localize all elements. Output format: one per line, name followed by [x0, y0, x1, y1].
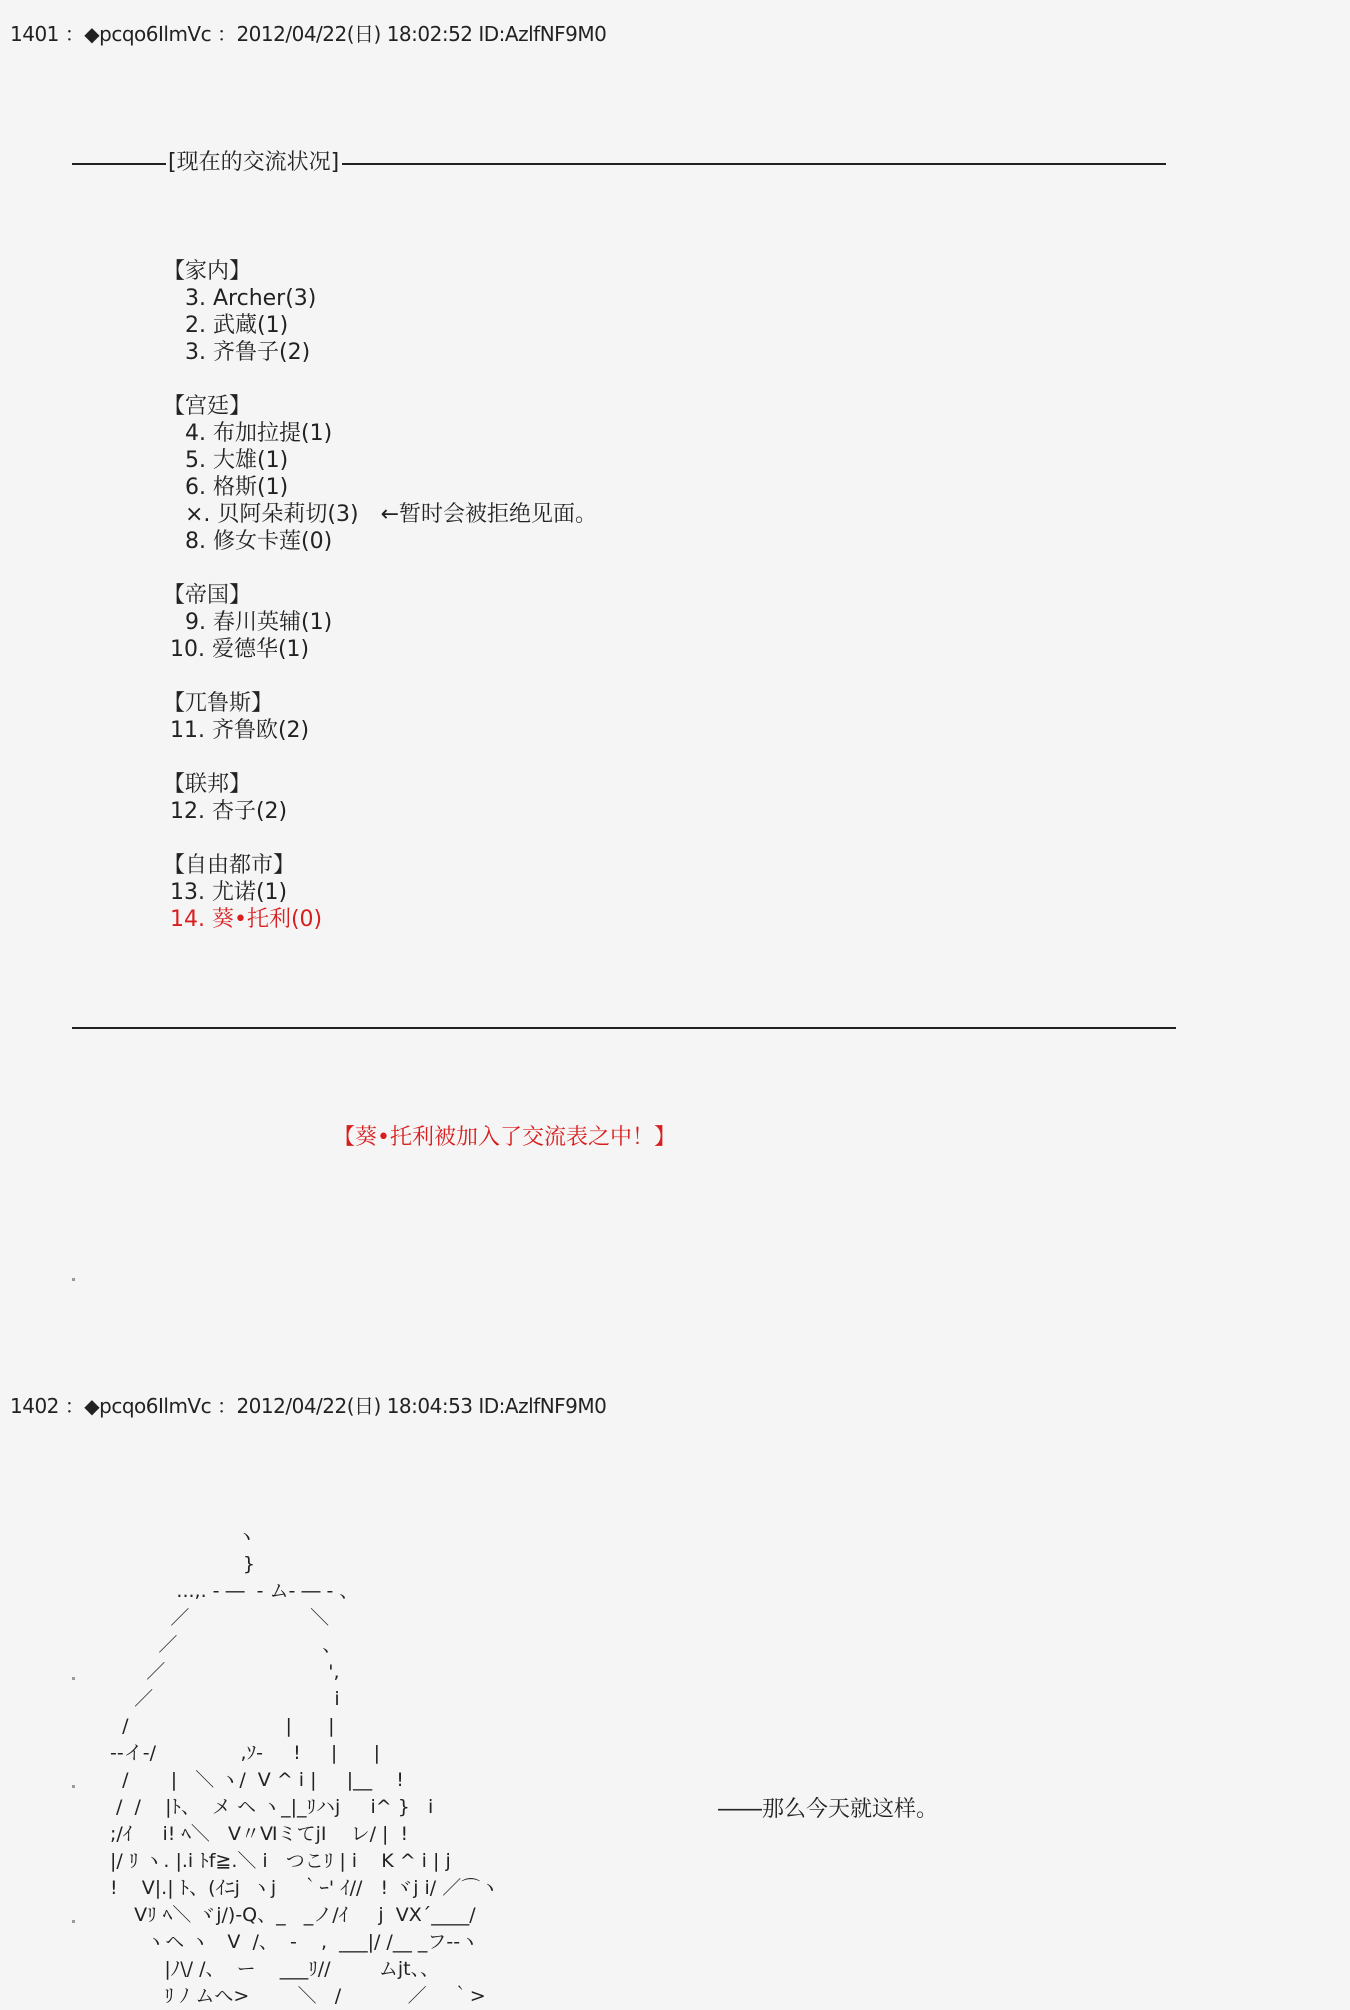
list-item: 6. 格斯(1)	[163, 475, 289, 500]
list-item: 9. 春川英辅(1)	[163, 610, 333, 635]
group-court	[163, 393, 597, 555]
list-item: 4. 布加拉提(1)	[163, 421, 333, 446]
group-title: 【联邦】	[163, 772, 252, 797]
rule-full	[72, 1027, 1176, 1029]
stray-dot	[72, 1785, 75, 1788]
list-item: 5. 大雄(1)	[163, 448, 289, 473]
stray-dot	[72, 1677, 75, 1680]
group-title: 【自由都市】	[163, 853, 296, 878]
stray-dot	[72, 1278, 75, 1281]
list-item: 2. 武蔵(1)	[163, 313, 289, 338]
added-notice: 【葵•托利被加入了交流表之中！】	[333, 1125, 676, 1150]
group-empire	[163, 582, 597, 663]
section-title: [现在的交流状况]	[166, 148, 341, 178]
exchange-status-list	[163, 258, 597, 960]
stray-dot	[72, 1920, 75, 1923]
post-1401-header: 1401 ：◆pcqo6IlmVc ：2012/04/22(日) 18:02:52 ID:AzlfNF9M0	[10, 22, 607, 46]
list-item: 10. 爱德华(1)	[163, 637, 310, 662]
section-rule	[72, 148, 1166, 178]
group-title: 【家内】	[163, 259, 252, 284]
group-family	[163, 258, 597, 366]
closing-line: ――那么今天就这样。	[718, 1797, 939, 1822]
bottom-rule	[72, 1012, 1176, 1042]
list-item: 13. 尤诺(1)	[163, 880, 288, 905]
group-ulus	[163, 690, 597, 744]
list-item: 8. 修女卡莲(0)	[163, 529, 333, 554]
list-item-new: 14. 葵•托利(0)	[163, 907, 323, 932]
ascii-art-character: ヽ } ...,. - ― - ム- ― - 、 ／ ＼ ／ 、 ／ ', ／ i / | | -‐イ‐/ ,ｿ- ! | | / | ＼ ヽ/ V ^ i | |__ ! / / |ﾄ、 メ ヘ ヽ_|_ﾘハj i^ } i ;/ｲ i! ﾍ＼ V〃ⅥミてjI レ/ | ! |/ ﾘ ヽ. |.i ﾄf≧.＼ i つこﾘ | i K ^ i | j ! V|.| ﾄ、(ｲﾆj ヽj ｀ｰ' ｲ// ! ヾj i/ ／⌒ヽ Vﾘ ﾍ＼ ヾj/)-Q、_ _ノ/ｲ j VX´____/ ヽヘ ヽ V /、 - , ___|/ /__ _フ--ヽ |ﾉ\/ /、 ー ___ﾘ// ムjt、、 ﾘ ﾉ ムへ> ＼ / ／ ｀>	[110, 1526, 500, 2007]
list-item: 3. Archer(3)	[163, 286, 317, 311]
group-title: 【帝国】	[163, 583, 252, 608]
list-item: ×. 贝阿朵莉切(3) ←暂时会被拒绝见面。	[163, 502, 598, 527]
group-title: 【兀鲁斯】	[163, 691, 274, 716]
group-federation	[163, 771, 597, 825]
group-title: 【宫廷】	[163, 394, 252, 419]
list-item: 3. 齐鲁子(2)	[163, 340, 311, 365]
rule-right	[342, 163, 1166, 165]
list-item: 12. 杏子(2)	[163, 799, 288, 824]
rule-left	[72, 163, 166, 165]
group-free-city	[163, 852, 597, 933]
list-item: 11. 齐鲁欧(2)	[163, 718, 310, 743]
post-1402-header: 1402 ：◆pcqo6IlmVc ：2012/04/22(日) 18:04:53 ID:AzlfNF9M0	[10, 1394, 607, 1418]
